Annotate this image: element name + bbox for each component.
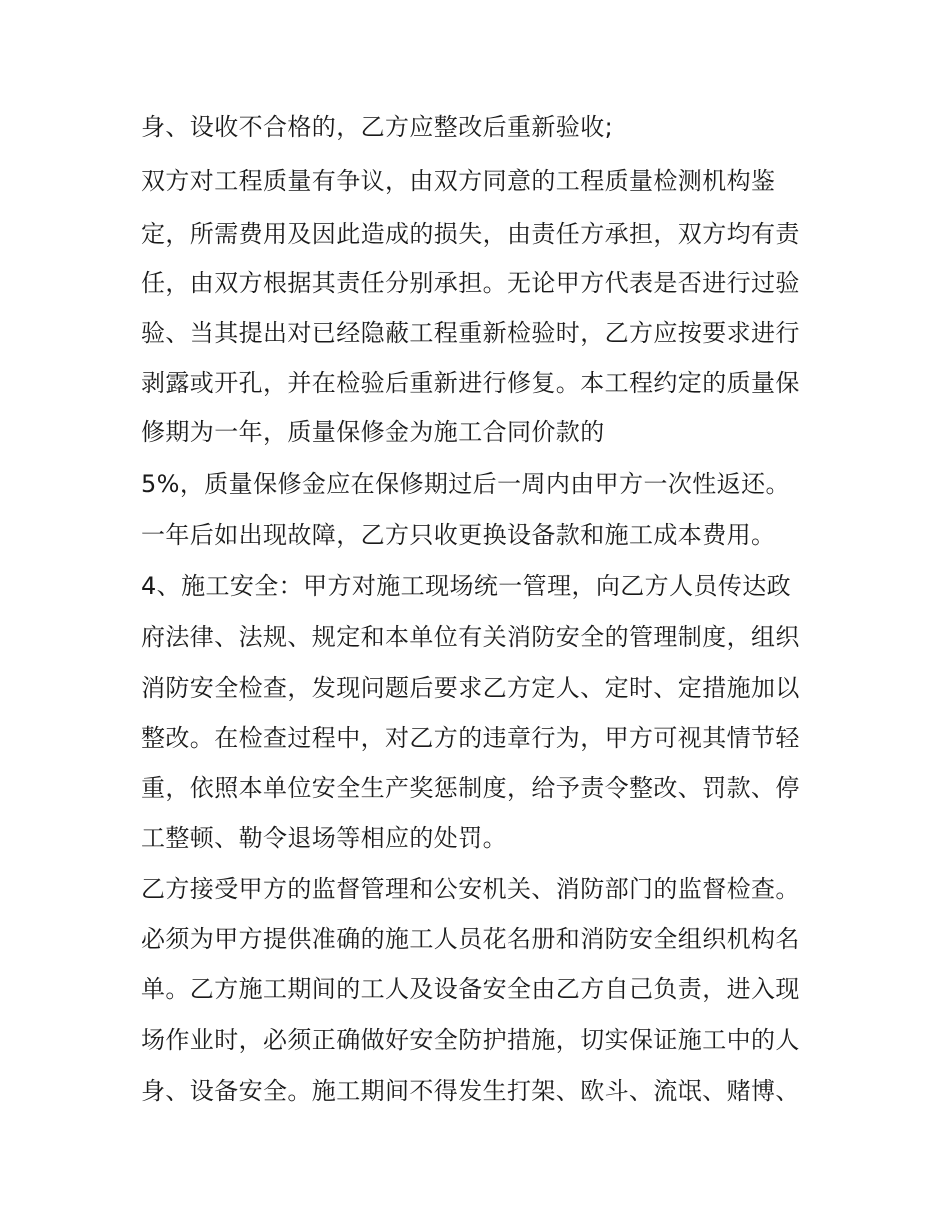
text-line: 府法律、法规、规定和本单位有关消防安全的管理制度，组织 — [141, 623, 800, 651]
text-line: 4、施工安全：甲方对施工现场统一管理，向乙方人员传达政 — [141, 572, 792, 600]
text-line: 工整顿、勒令退场等相应的处罚。 — [141, 824, 507, 852]
text-line: 修期为一年，质量保修金为施工合同价款的 — [141, 418, 605, 446]
text-line: 验、当其提出对已经隐蔽工程重新检验时，乙方应按要求进行 — [141, 319, 800, 347]
text-line: 任，由双方根据其责任分别承担。无论甲方代表是否进行过验 — [141, 269, 800, 297]
text-line: 身、设收不合格的，乙方应整改后重新验收; — [141, 113, 614, 141]
text-line: 场作业时，必须正确做好安全防护措施，切实保证施工中的人 — [141, 1026, 800, 1054]
text-line: 消防安全检查，发现问题后要求乙方定人、定时、定措施加以 — [141, 674, 800, 702]
text-line: 单。乙方施工期间的工人及设备安全由乙方自己负责，进入现 — [141, 975, 800, 1003]
text-line: 一年后如出现故障，乙方只收更换设备款和施工成本费用。 — [141, 521, 776, 549]
text-line: 身、设备安全。施工期间不得发生打架、欧斗、流氓、赌博、 — [141, 1077, 800, 1105]
text-line: 5%，质量保修金应在保修期过后一周内由甲方一次性返还。 — [141, 470, 790, 498]
text-line: 必须为甲方提供准确的施工人员花名册和消防安全组织机构名 — [141, 925, 800, 953]
text-line: 整改。在检查过程中，对乙方的违章行为，甲方可视其情节轻 — [141, 724, 800, 752]
text-line: 乙方接受甲方的监督管理和公安机关、消防部门的监督检查。 — [141, 875, 800, 903]
text-line: 双方对工程质量有争议，由双方同意的工程质量检测机构鉴 — [141, 167, 776, 195]
text-line: 定，所需费用及因此造成的损失，由责任方承担，双方均有责 — [141, 220, 800, 248]
text-line: 重，依照本单位安全生产奖惩制度，给予责令整改、罚款、停 — [141, 774, 800, 802]
text-line: 剥露或开孔，并在检验后重新进行修复。本工程约定的质量保 — [141, 369, 800, 397]
